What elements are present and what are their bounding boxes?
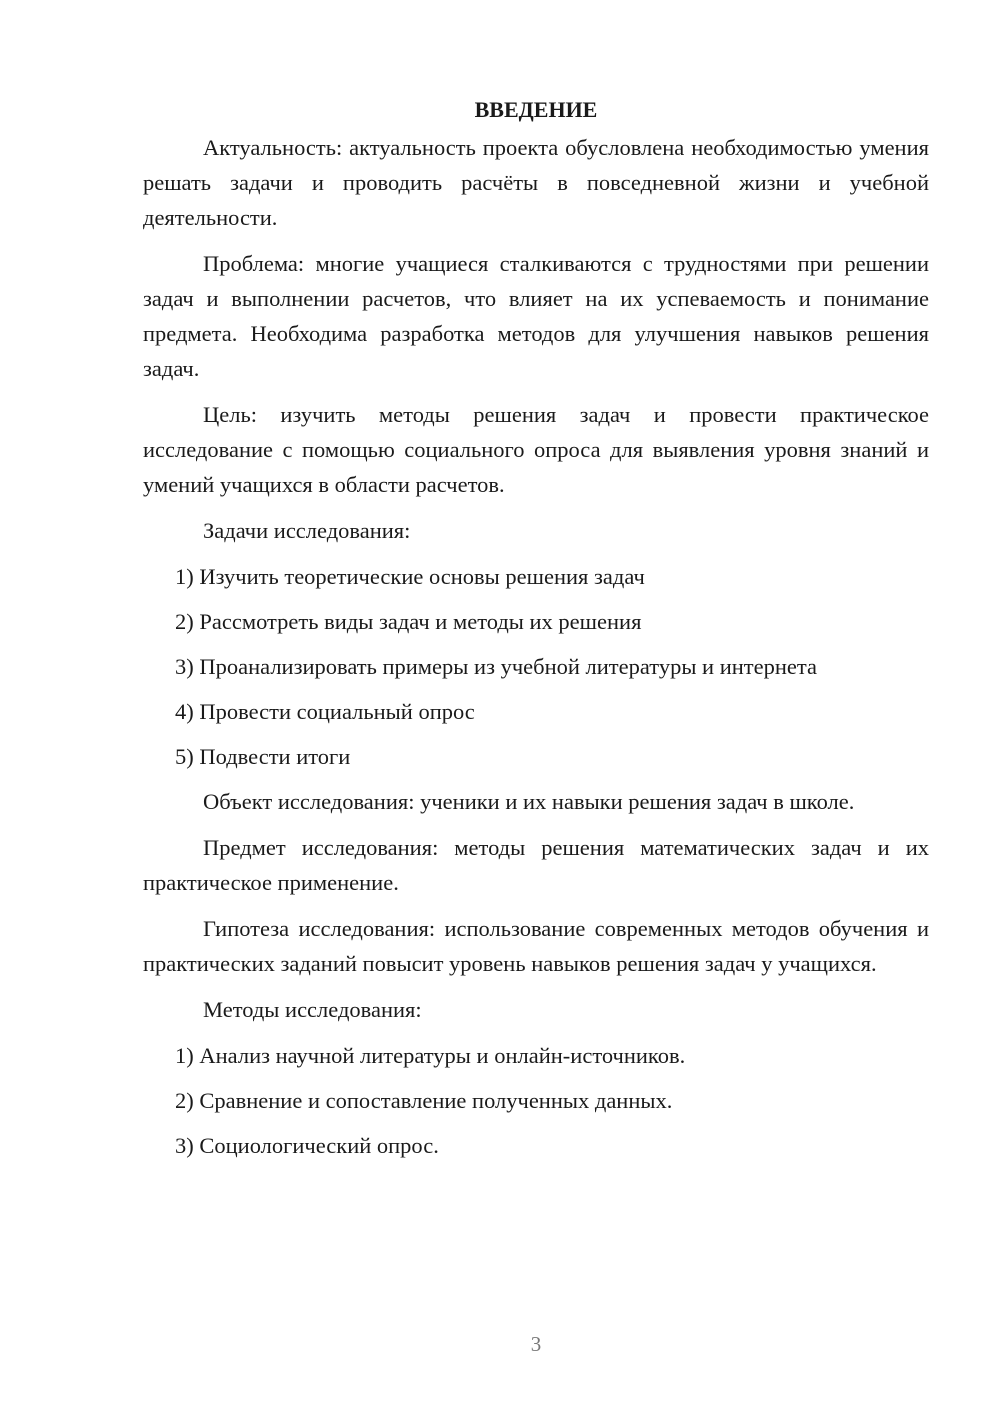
hypothesis-paragraph: Гипотеза исследования: использование современных методов обучения и практических заданий повысит уровень навыков решения задач у учащихся. <box>143 916 929 976</box>
list-item: 2) Рассмотреть виды задач и методы их решения <box>175 609 642 634</box>
page-title: ВВЕДЕНИЕ <box>474 97 598 122</box>
subject-paragraph: Предмет исследования: методы решения математических задач и их практическое применение. <box>143 835 929 895</box>
tasks-heading: Задачи исследования: <box>203 518 411 543</box>
methods-heading: Методы исследования: <box>203 997 422 1022</box>
page-content <box>143 92 929 1173</box>
object-paragraph: Объект исследования: ученики и их навыки решения задач в школе. <box>203 789 855 814</box>
tasks-list <box>143 559 929 774</box>
list-item: 3) Социологический опрос. <box>175 1133 439 1158</box>
page-number: 3 <box>530 1332 542 1356</box>
methods-list <box>143 1038 929 1163</box>
list-item: 4) Провести социальный опрос <box>175 699 475 724</box>
list-item: 5) Подвести итоги <box>175 744 351 769</box>
list-item: 3) Проанализировать примеры из учебной литературы и интернета <box>175 654 817 679</box>
list-item: 1) Изучить теоретические основы решения задач <box>175 564 645 589</box>
goal-paragraph: Цель: изучить методы решения задач и провести практическое исследование с помощью социального опроса для выявления уровня знаний и умений учащихся в области расчетов. <box>143 402 929 497</box>
list-item: 2) Сравнение и сопоставление полученных данных. <box>175 1088 673 1113</box>
list-item: 1) Анализ научной литературы и онлайн-источников. <box>175 1043 686 1068</box>
relevance-paragraph: Актуальность: актуальность проекта обусловлена необходимостью умения решать задачи и проводить расчёты в повседневной жизни и учебной деятельности. <box>143 135 929 230</box>
problem-paragraph: Проблема: многие учащиеся сталкиваются с трудностями при решении задач и выполнении расчетов, что влияет на их успеваемость и понимание предмета. Необходима разработка методов для улучшения навыков решения задач. <box>143 251 929 381</box>
